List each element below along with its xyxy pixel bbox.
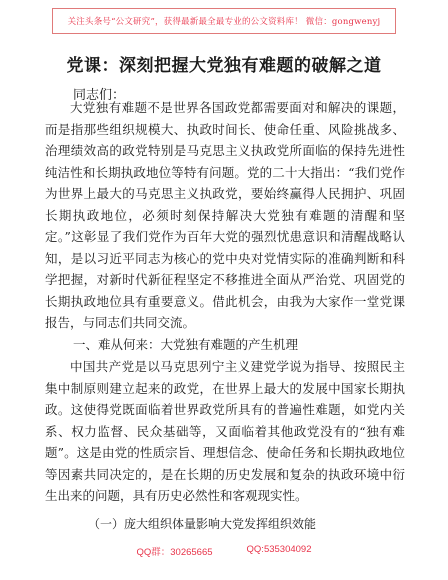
qq-text: QQ:535304092	[246, 544, 312, 555]
intro-paragraph: 大党独有难题不是世界各国政党都需要面对和解决的课题，而是指那些组织规模大、执政时间长、使命任重、风险挑战多、治理绩效高的政党特别是马克思主义执政党所面临的保持先进性纯洁性和长期执政地位等特有问题。党的二十大指出：“我们党作为世界上最大的马克思主义执政党，要始终赢得人民拥护、巩固长期执政地位，必须时刻保持解决大党独有难题的清醒和坚定。”这彰显了我们党作为百年大党的强烈忧患意识和清醒战略认知，是以习近平同志为核心的党中央对党情实际的准确判断和科学把握，对新时代新征程坚定不移推进全面从严治党、巩固党的长期执政地位具有重要意义。借此机会，由我为大家作一堂党课报告，与同志们共同交流。	[45, 100, 405, 330]
promo-banner: 关注头条号“公文研究”，获得最新最全最专业的公文资料库！ 微信：gongwenyj	[52, 8, 396, 34]
section-heading-1: 一、难从何来：大党独有难题的产生机理	[73, 337, 299, 352]
contact-footer	[0, 544, 448, 558]
subsection-heading-1: （一）庞大组织体量影响大党发挥组织效能	[88, 517, 317, 531]
body-paragraph: 中国共产党是以马克思列宁主义建党学说为指导、按照民主集中制原则建立起来的政党，在世界上最大的发展中国家长期执政。这使得党既面临着世界政党所具有的普遍性难题，如党内关系、权力监督、民众基础等，又面临着其他政党没有的“独有难题”。这是由党的性质宗旨、理想信念、使命任务和长期执政地位等因素共同决定的，是在长期的历史发展和复杂的执政环境中衍生出来的问题，具有历史必然性和客观现实性。	[45, 359, 405, 503]
salutation: 同志们：	[73, 88, 126, 103]
qq-group-text: QQ群：30265665	[136, 547, 213, 558]
document-title: 党课：深刻把握大党独有难题的破解之道	[66, 56, 382, 76]
